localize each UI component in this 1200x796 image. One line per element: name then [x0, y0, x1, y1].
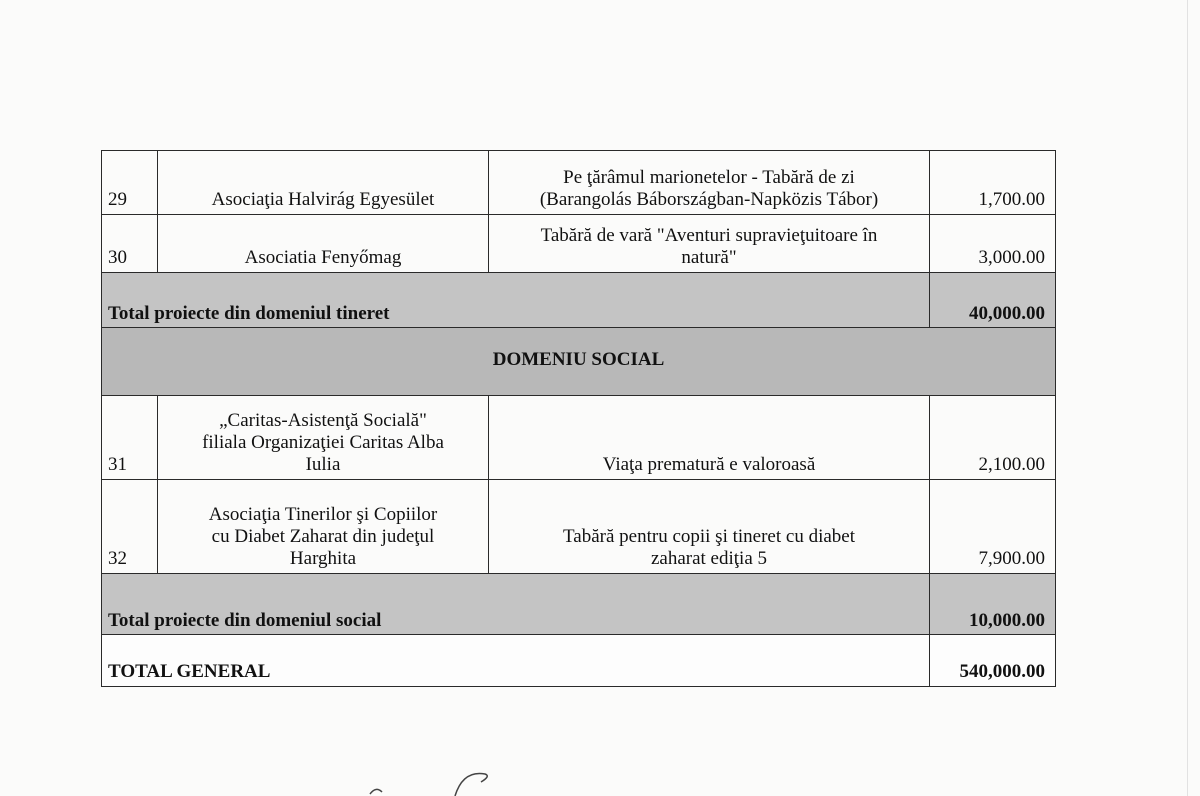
amount: 3,000.00 [930, 215, 1056, 273]
organization-line: Iulia [305, 454, 341, 475]
total-amount: 10,000.00 [930, 574, 1056, 635]
grant-table-container [101, 150, 1056, 687]
organization-name [158, 480, 489, 574]
row-number: 32 [102, 480, 158, 574]
total-amount: 40,000.00 [930, 273, 1056, 328]
table-row [102, 396, 1056, 480]
total-row-social [102, 574, 1056, 635]
table-row [102, 480, 1056, 574]
project-title [489, 480, 930, 574]
organization-name [158, 396, 489, 480]
grand-total-label: TOTAL GENERAL [102, 635, 930, 687]
project-title-line: Tabără pentru copii şi tineret cu diabet [563, 526, 855, 547]
project-title-line: natură" [681, 247, 737, 268]
grand-total-row [102, 635, 1056, 687]
total-row-tineret [102, 273, 1056, 328]
grand-total-amount: 540,000.00 [930, 635, 1056, 687]
project-title [489, 215, 930, 273]
signature-mark [360, 770, 520, 796]
signature-stroke [455, 773, 487, 796]
page-edge-line [1187, 0, 1188, 796]
row-number: 29 [102, 151, 158, 215]
project-title-line: Pe ţărâmul marionetelor - Tabără de zi [563, 167, 855, 188]
organization-line: cu Diabet Zaharat din judeţul [211, 526, 435, 547]
section-header-social [102, 328, 1056, 396]
amount: 1,700.00 [930, 151, 1056, 215]
grant-table [101, 150, 1056, 687]
amount: 7,900.00 [930, 480, 1056, 574]
project-title-line: (Barangolás Bábországban-Napközis Tábor) [539, 189, 879, 210]
organization-line: Harghita [289, 548, 357, 569]
project-title-line: Tabără de vară "Aventuri supravieţuitoare în [540, 225, 878, 246]
row-number: 30 [102, 215, 158, 273]
organization-name: Asociatia Fenyőmag [158, 215, 489, 273]
section-title: DOMENIU SOCIAL [102, 328, 1056, 396]
total-label: Total proiecte din domeniul tineret [102, 273, 930, 328]
project-title: Viaţa prematură e valoroasă [489, 396, 930, 480]
table-row [102, 215, 1056, 273]
project-title-line: zaharat ediţia 5 [650, 548, 768, 569]
amount: 2,100.00 [930, 396, 1056, 480]
table-row [102, 151, 1056, 215]
organization-name: Asociaţia Halvirág Egyesület [158, 151, 489, 215]
project-title [489, 151, 930, 215]
row-number: 31 [102, 396, 158, 480]
organization-line: filiala Organizaţiei Caritas Alba [202, 432, 444, 453]
total-label: Total proiecte din domeniul social [102, 574, 930, 635]
organization-line: „Caritas-Asistenţă Socială" [219, 410, 427, 431]
signature-stroke [370, 789, 382, 794]
organization-line: Asociaţia Tinerilor şi Copiilor [208, 504, 438, 525]
